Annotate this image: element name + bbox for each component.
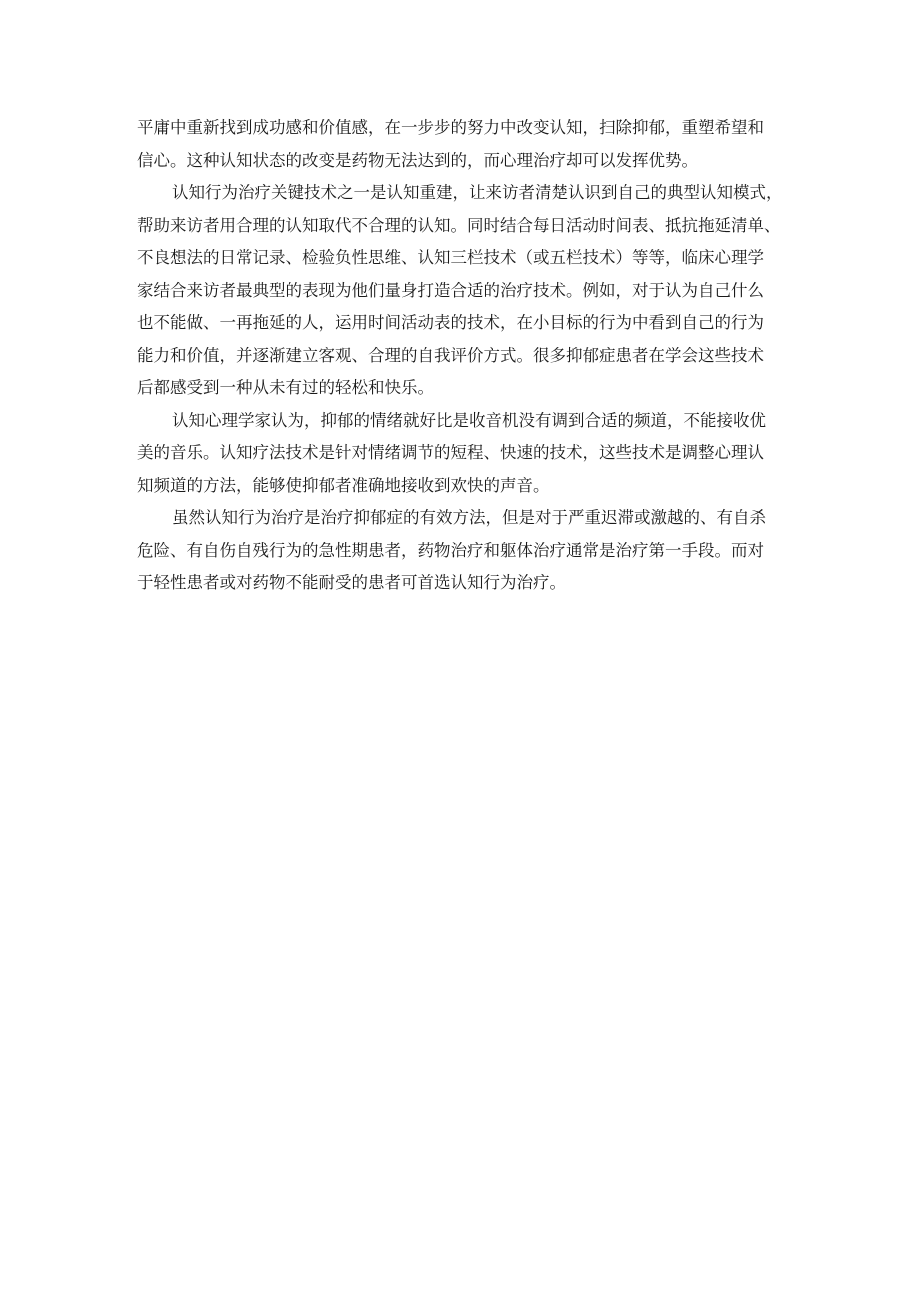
text-line: 美的音乐。认知疗法技术是针对情绪调节的短程、快速的技术，这些技术是调整心理认 xyxy=(137,443,764,462)
text-line: 认知行为治疗关键技术之一是认知重建，让来访者清楚认识到自己的典型认知模式， xyxy=(172,183,783,202)
paragraph-treatment-choice xyxy=(137,502,800,600)
text-line: 虽然认知行为治疗是治疗抑郁症的有效方法，但是对于严重迟滞或激越的、有自杀 xyxy=(172,508,766,527)
paragraph-cognitive-restructuring xyxy=(137,177,800,405)
text-line: 也不能做、一再拖延的人，运用时间活动表的技术，在小目标的行为中看到自己的行为 xyxy=(137,313,764,332)
paragraph-continuation xyxy=(137,112,800,177)
text-line: 能力和价值，并逐渐建立客观、合理的自我评价方式。很多抑郁症患者在学会这些技术 xyxy=(137,345,764,365)
text-line: 知频道的方法，能够使抑郁者准确地接收到欢快的声音。 xyxy=(137,475,550,495)
text-line: 家结合来访者最典型的表现为他们量身打造合适的治疗技术。例如，对于认为自己什么 xyxy=(137,280,764,300)
text-line: 信心。这种认知状态的改变是药物无法达到的，而心理治疗却可以发挥优势。 xyxy=(137,150,698,170)
text-line: 后都感受到一种从未有过的轻松和快乐。 xyxy=(137,378,434,397)
document-body xyxy=(137,112,800,600)
text-line: 危险、有自伤自残行为的急性期患者，药物治疗和躯体治疗通常是治疗第一手段。而对 xyxy=(137,540,764,560)
paragraph-radio-analogy xyxy=(137,405,800,503)
text-line: 不良想法的日常记录、检验负性思维、认知三栏技术（或五栏技术）等等，临床心理学 xyxy=(137,248,764,267)
text-line: 帮助来访者用合理的认知取代不合理的认知。同时结合每日活动时间表、抵抗拖延清单、 xyxy=(137,215,781,235)
text-line: 平庸中重新找到成功感和价值感，在一步步的努力中改变认知，扫除抑郁，重塑希望和 xyxy=(137,118,764,137)
text-line: 认知心理学家认为，抑郁的情绪就好比是收音机没有调到合适的频道，不能接收优 xyxy=(172,410,766,430)
text-line: 于轻性患者或对药物不能耐受的患者可首选认知行为治疗。 xyxy=(137,573,566,592)
